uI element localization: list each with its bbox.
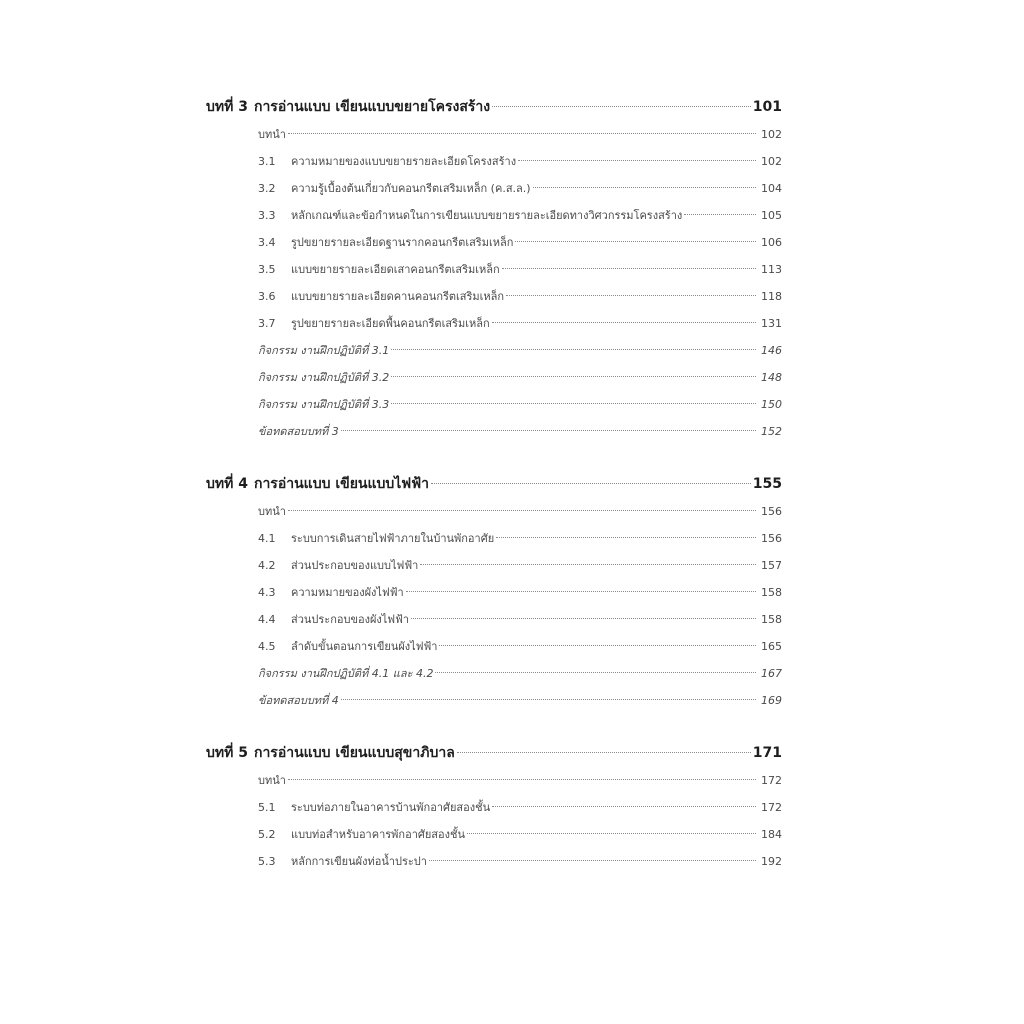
dot-leader — [515, 241, 756, 242]
entry-title: ระบบการเดินสายไฟฟ้าภายในบ้านพักอาศัย — [291, 532, 495, 545]
page-number: 167 — [761, 667, 782, 680]
toc-entry[interactable] — [206, 821, 782, 848]
dot-leader — [492, 106, 751, 107]
entry-title: ระบบท่อภายในอาคารบ้านพักอาศัยสองชั้น — [291, 801, 491, 814]
page-number: 158 — [761, 586, 782, 599]
chapter-label: บทที่ 3 — [206, 99, 248, 115]
entry-title: แบบขยายรายละเอียดคานคอนกรีตเสริมเหล็ก — [291, 290, 505, 303]
page-number: 104 — [761, 182, 782, 195]
chapter-title: การอ่านแบบ เขียนแบบไฟฟ้า — [253, 476, 429, 492]
chapter-heading[interactable] — [206, 94, 782, 121]
page-number: 169 — [761, 694, 782, 707]
toc-entry-test[interactable] — [206, 687, 782, 714]
dot-leader — [431, 483, 751, 484]
toc-entry[interactable] — [206, 767, 782, 794]
table-of-contents — [206, 94, 782, 901]
page-number: 105 — [761, 209, 782, 222]
page-number: 131 — [761, 317, 782, 330]
page-number: 165 — [761, 640, 782, 653]
entry-title: ความหมายของแบบขยายรายละเอียดโครงสร้าง — [291, 155, 517, 168]
dot-leader — [391, 349, 756, 350]
entry-title: บทนำ — [258, 128, 286, 141]
toc-entry-test[interactable] — [206, 418, 782, 445]
chapter-5 — [206, 740, 782, 875]
page-number: 152 — [761, 425, 782, 438]
page-number: 150 — [761, 398, 782, 411]
page-number: 106 — [761, 236, 782, 249]
section-number: 3.4 — [258, 236, 276, 249]
entry-title: ลำดับขั้นตอนการเขียนผังไฟฟ้า — [291, 640, 438, 653]
dot-leader — [518, 160, 756, 161]
entry-title: รูปขยายรายละเอียดพื้นคอนกรีตเสริมเหล็ก — [291, 317, 490, 330]
chapter-heading[interactable] — [206, 740, 782, 767]
entry-title: แบบขยายรายละเอียดเสาคอนกรีตเสริมเหล็ก — [291, 263, 500, 276]
toc-entry[interactable] — [206, 552, 782, 579]
entry-title: แบบท่อสำหรับอาคารพักอาศัยสองชั้น — [291, 828, 465, 841]
toc-entry-activity[interactable] — [206, 364, 782, 391]
section-number: 4.3 — [258, 586, 276, 599]
entry-title: ความหมายของผังไฟฟ้า — [291, 586, 404, 599]
dot-leader — [391, 376, 756, 377]
page-number: 155 — [752, 476, 782, 492]
section-number: 3.5 — [258, 263, 276, 276]
entry-title: ส่วนประกอบของผังไฟฟ้า — [291, 613, 410, 626]
dot-leader — [439, 645, 756, 646]
dot-leader — [411, 618, 756, 619]
page-number: 102 — [761, 155, 782, 168]
entry-title: ส่วนประกอบของแบบไฟฟ้า — [291, 559, 419, 572]
entry-title: หลักเกณฑ์และข้อกำหนดในการเขียนแบบขยายรายละเอียดทางวิศวกรรมโครงสร้าง — [291, 209, 683, 222]
dot-leader — [506, 295, 756, 296]
entry-title: กิจกรรม งานฝึกปฏิบัติที่ 3.2 — [258, 371, 390, 384]
dot-leader — [492, 322, 756, 323]
page-number: 157 — [761, 559, 782, 572]
page-number: 148 — [761, 371, 782, 384]
toc-entry[interactable] — [206, 310, 782, 337]
toc-entry-activity[interactable] — [206, 660, 782, 687]
entry-title: บทนำ — [258, 505, 286, 518]
section-number: 3.3 — [258, 209, 276, 222]
dot-leader — [492, 806, 756, 807]
toc-entry[interactable] — [206, 525, 782, 552]
toc-entry[interactable] — [206, 229, 782, 256]
section-number: 3.2 — [258, 182, 276, 195]
chapter-title: การอ่านแบบ เขียนแบบขยายโครงสร้าง — [253, 99, 491, 115]
dot-leader — [684, 214, 756, 215]
section-number: 3.6 — [258, 290, 276, 303]
entry-title: ข้อทดสอบบทที่ 3 — [258, 425, 339, 438]
toc-entry[interactable] — [206, 606, 782, 633]
entry-title: ข้อทดสอบบทที่ 4 — [258, 694, 339, 707]
dot-leader — [467, 833, 756, 834]
toc-entry[interactable] — [206, 498, 782, 525]
entry-title: กิจกรรม งานฝึกปฏิบัติที่ 4.1 และ 4.2 — [258, 667, 434, 680]
entry-title: รูปขยายรายละเอียดฐานรากคอนกรีตเสริมเหล็ก — [291, 236, 514, 249]
toc-entry[interactable] — [206, 202, 782, 229]
chapter-4 — [206, 471, 782, 714]
dot-leader — [435, 672, 756, 673]
chapter-heading[interactable] — [206, 471, 782, 498]
entry-title: ความรู้เบื้องต้นเกี่ยวกับคอนกรีตเสริมเหล็ก (ค.ส.ล.) — [291, 182, 531, 195]
dot-leader — [341, 699, 756, 700]
page-number: 101 — [752, 99, 782, 115]
page-number: 156 — [761, 532, 782, 545]
page-number: 158 — [761, 613, 782, 626]
entry-title: กิจกรรม งานฝึกปฏิบัติที่ 3.1 — [258, 344, 390, 357]
chapter-3 — [206, 94, 782, 445]
page-number: 102 — [761, 128, 782, 141]
toc-entry-activity[interactable] — [206, 391, 782, 418]
entry-title: กิจกรรม งานฝึกปฏิบัติที่ 3.3 — [258, 398, 390, 411]
toc-entry[interactable] — [206, 579, 782, 606]
toc-entry[interactable] — [206, 148, 782, 175]
section-number: 4.2 — [258, 559, 276, 572]
chapter-label: บทที่ 4 — [206, 476, 248, 492]
entry-title: หลักการเขียนผังท่อน้ำประปา — [291, 855, 427, 868]
dot-leader — [429, 860, 756, 861]
page-number: 146 — [761, 344, 782, 357]
page-number: 113 — [761, 263, 782, 276]
dot-leader — [496, 537, 756, 538]
chapter-label: บทที่ 5 — [206, 745, 248, 761]
entry-title: บทนำ — [258, 774, 286, 787]
dot-leader — [457, 752, 751, 753]
section-number: 4.5 — [258, 640, 276, 653]
toc-entry[interactable] — [206, 633, 782, 660]
section-number: 3.7 — [258, 317, 276, 330]
section-number: 4.1 — [258, 532, 276, 545]
page-number: 192 — [761, 855, 782, 868]
dot-leader — [341, 430, 756, 431]
page-number: 172 — [761, 801, 782, 814]
toc-entry[interactable] — [206, 175, 782, 202]
dot-leader — [288, 779, 756, 780]
toc-entry[interactable] — [206, 121, 782, 148]
chapter-title: การอ่านแบบ เขียนแบบสุขาภิบาล — [253, 745, 455, 761]
page-number: 118 — [761, 290, 782, 303]
page-number: 172 — [761, 774, 782, 787]
section-number: 5.1 — [258, 801, 276, 814]
section-number: 5.3 — [258, 855, 276, 868]
section-number: 5.2 — [258, 828, 276, 841]
toc-entry-activity[interactable] — [206, 337, 782, 364]
page-number: 184 — [761, 828, 782, 841]
dot-leader — [533, 187, 756, 188]
dot-leader — [391, 403, 756, 404]
section-number: 3.1 — [258, 155, 276, 168]
dot-leader — [288, 510, 756, 511]
page-number: 171 — [752, 745, 782, 761]
dot-leader — [420, 564, 756, 565]
section-number: 4.4 — [258, 613, 276, 626]
dot-leader — [288, 133, 756, 134]
toc-entry[interactable] — [206, 256, 782, 283]
toc-entry[interactable] — [206, 848, 782, 875]
page-number: 156 — [761, 505, 782, 518]
toc-entry[interactable] — [206, 283, 782, 310]
dot-leader — [502, 268, 756, 269]
toc-entry[interactable] — [206, 794, 782, 821]
dot-leader — [406, 591, 756, 592]
